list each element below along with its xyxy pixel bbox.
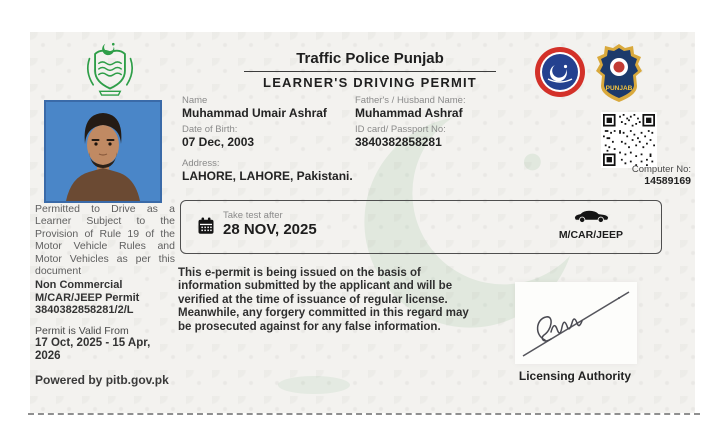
green-watermark-blob xyxy=(278,376,350,394)
applicant-photo xyxy=(44,100,162,203)
vehicle-class-label: M/CAR/JEEP xyxy=(558,229,623,241)
header-divider xyxy=(244,71,496,72)
validity-value: 17 Oct, 2025 - 15 Apr, 2026 xyxy=(35,337,151,362)
card-header xyxy=(180,50,560,90)
name-label: Name xyxy=(182,95,208,106)
field-address xyxy=(182,159,353,183)
field-id-card xyxy=(355,125,446,149)
calendar-icon xyxy=(197,217,215,235)
field-date-of-birth xyxy=(182,125,254,149)
car-icon xyxy=(572,209,610,223)
cut-dashed-line xyxy=(28,413,700,415)
dob-value: 07 Dec, 2003 xyxy=(182,134,255,149)
category-title: Non Commercial xyxy=(35,279,123,291)
applicant-portrait xyxy=(46,102,160,201)
traffic-police-punjab-shield-icon xyxy=(594,43,644,103)
take-test-date: 28 NOV, 2025 xyxy=(223,221,317,238)
permit-title: LEARNER'S DRIVING PERMIT xyxy=(263,75,477,90)
field-father-name xyxy=(355,96,466,120)
org-title: Traffic Police Punjab xyxy=(296,50,444,67)
dob-label: Date of Birth: xyxy=(182,124,238,135)
id-card-label: ID card/ Passport No: xyxy=(355,124,446,135)
permit-card xyxy=(30,32,695,413)
signature-box xyxy=(515,282,637,364)
id-card-value: 3840382858281 xyxy=(355,134,442,149)
take-test-text xyxy=(223,210,317,238)
powered-by: Powered by pitb.gov.pk xyxy=(35,373,169,387)
permit-category xyxy=(35,279,181,317)
name-value: Muhammad Umair Ashraf xyxy=(182,105,327,120)
take-test-label: Take test after xyxy=(223,210,283,221)
vehicle-class-group xyxy=(559,209,623,241)
notice-text: This e-permit is being issued on the basis of information submitted by the applicant and will be verified at the time of issuance of regular license. Meanwhile, any forgery committed in this regard may be prosecuted against for any false information. xyxy=(178,267,469,333)
punjab-police-roundel-icon xyxy=(534,46,586,98)
qr-code-icon xyxy=(601,112,657,168)
computer-no-label: Computer No: xyxy=(631,164,691,175)
signature-scribble-icon xyxy=(515,282,637,364)
father-name-value: Muhammad Ashraf xyxy=(355,105,463,120)
shield-punjab-text: PUNJAB xyxy=(605,85,633,92)
take-test-date-group xyxy=(197,210,317,238)
take-test-box xyxy=(180,200,662,254)
punjab-government-logo-icon xyxy=(82,38,138,98)
category-number: 3840382858281/2/L xyxy=(35,304,134,317)
permission-text: Permitted to Drive as a Learner Subject to the Provision of Rule 19 of the Motor Vehicle Rules and Motor Vehicles as per this document xyxy=(35,203,175,278)
computer-no-value: 14589169 xyxy=(644,174,691,187)
address-value: LAHORE, LAHORE, Pakistani. xyxy=(182,168,353,183)
computer-no-block xyxy=(571,165,691,187)
licensing-authority-label: Licensing Authority xyxy=(518,369,632,383)
field-name xyxy=(182,96,327,120)
category-class: M/CAR/JEEP Permit xyxy=(35,291,140,304)
validity-block xyxy=(35,325,177,362)
validity-label: Permit is Valid From xyxy=(35,325,129,337)
father-name-label: Father's / Husband Name: xyxy=(355,95,466,106)
address-label: Address: xyxy=(182,158,220,169)
